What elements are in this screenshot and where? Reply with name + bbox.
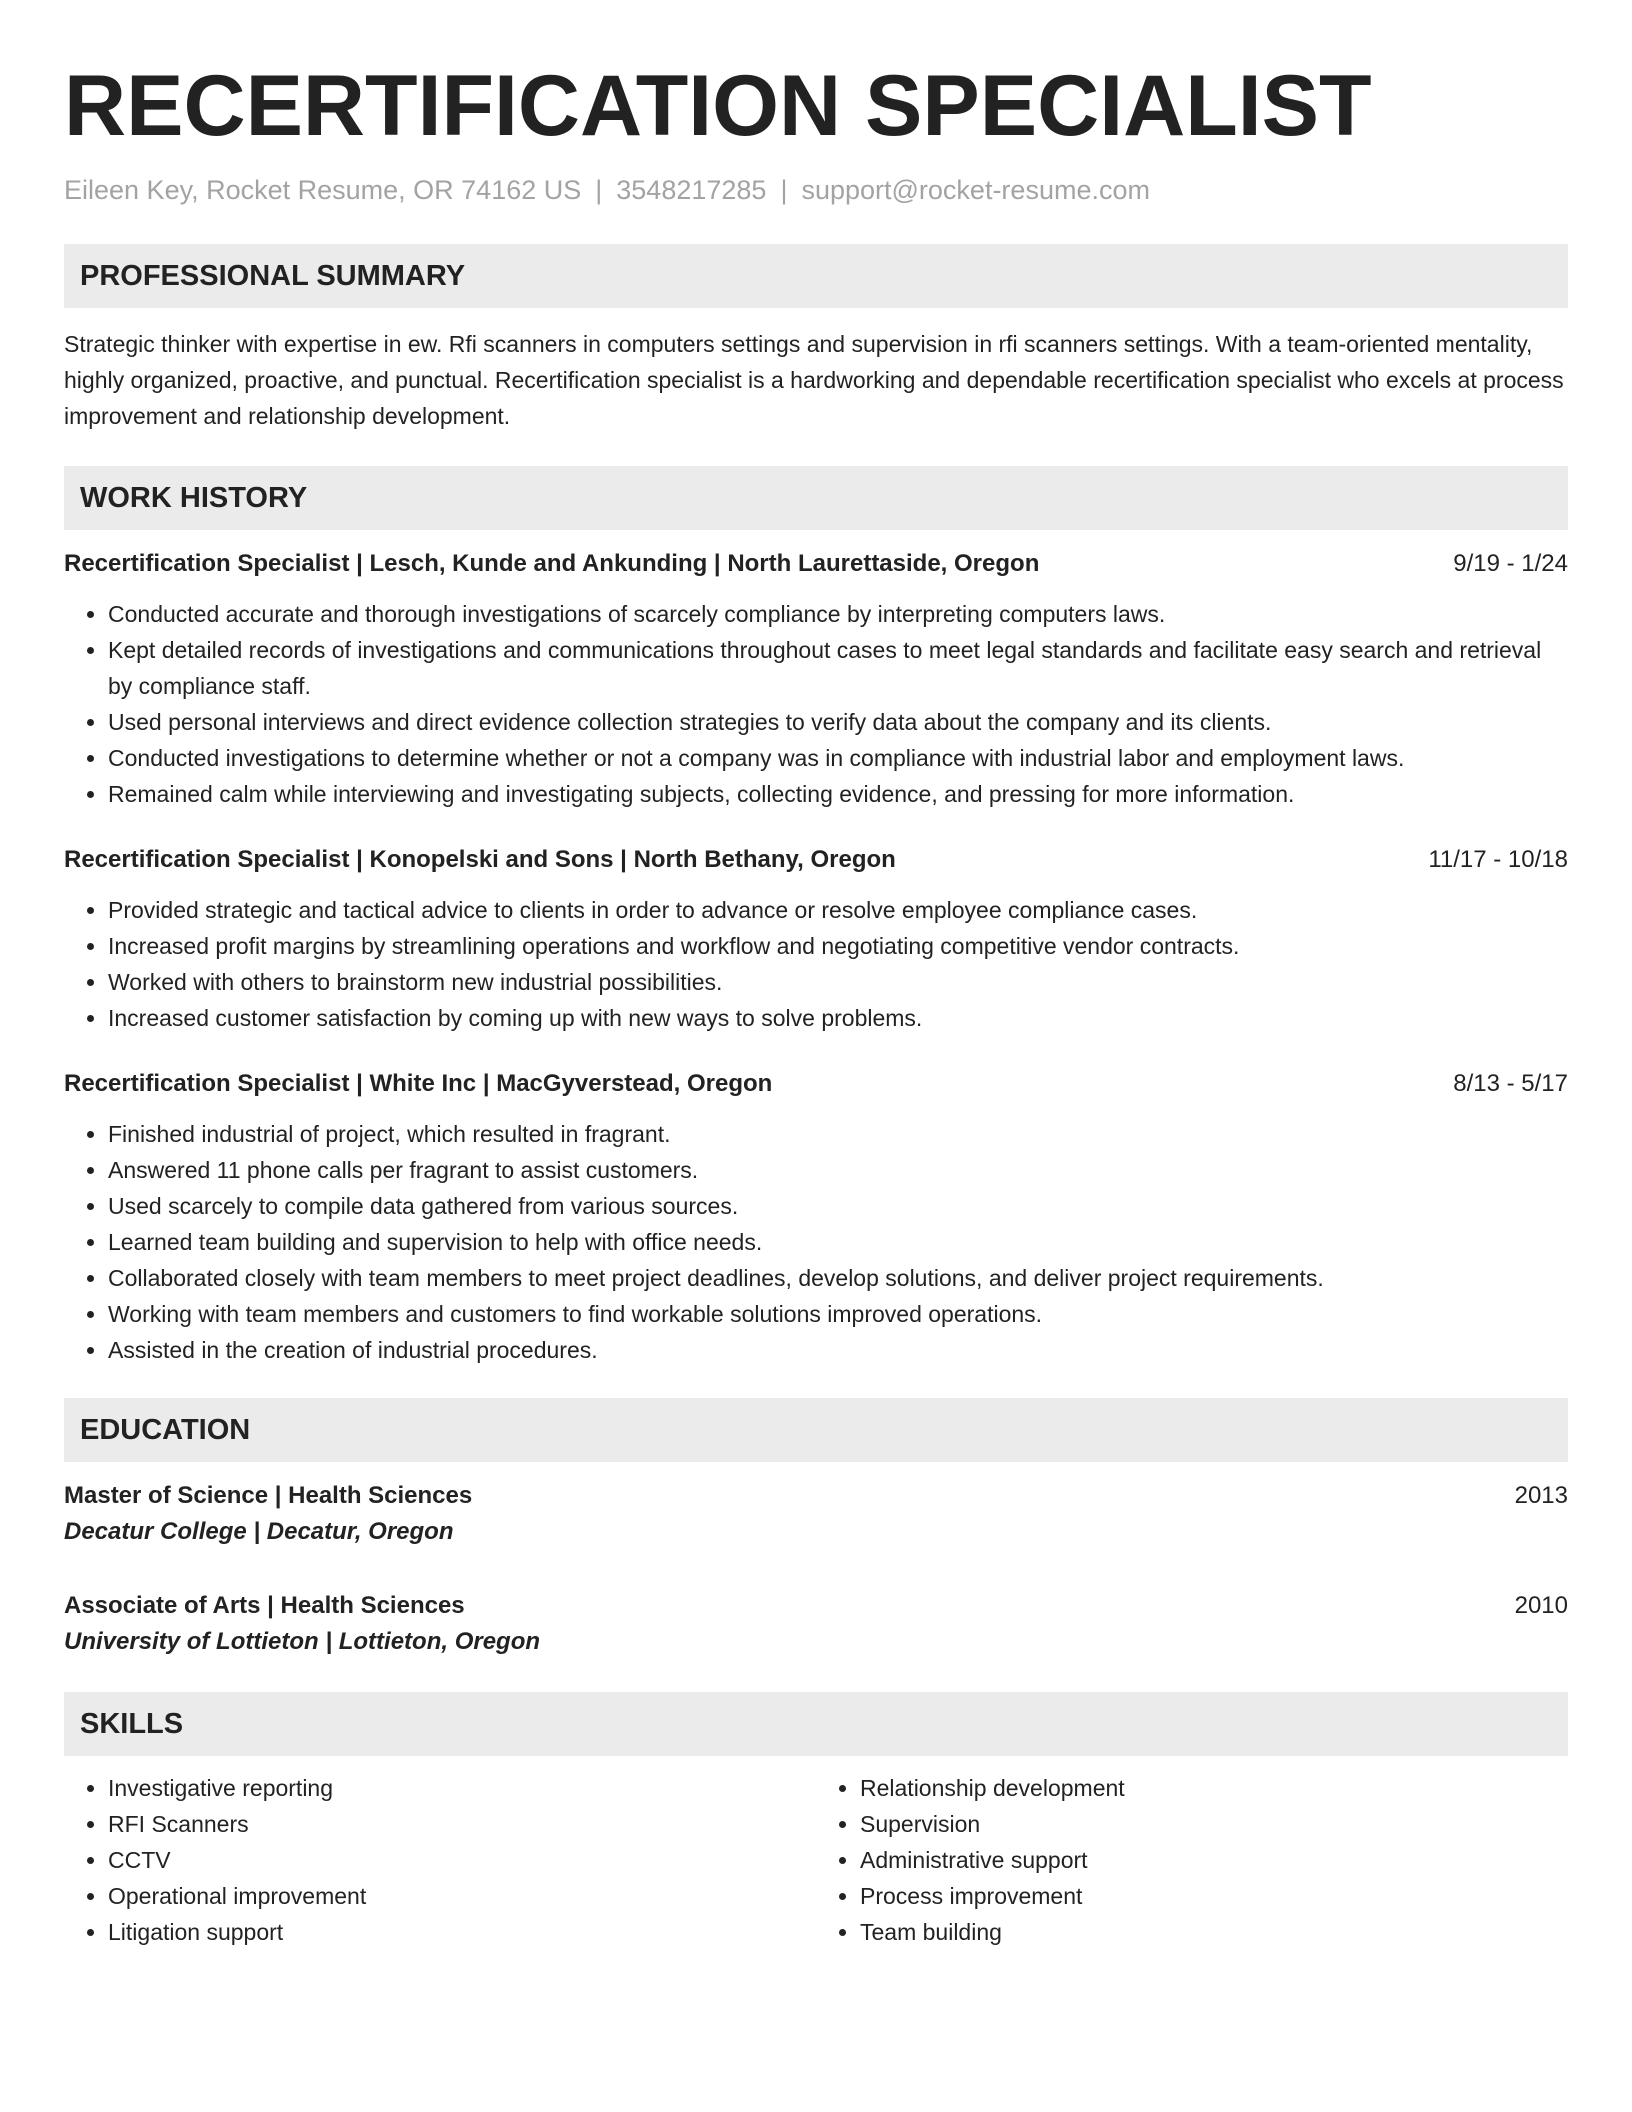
job-bullet: • Assisted in the creation of industrial procedures. bbox=[108, 1332, 1568, 1368]
contact-separator: | bbox=[780, 175, 788, 205]
job-title: Recertification Specialist | White Inc | MacGyverstead, Oregon bbox=[64, 1070, 773, 1097]
contact-separator: | bbox=[595, 175, 603, 205]
job-bullet: • Conducted accurate and thorough investigations of scarcely compliance by interpreting computers laws. bbox=[108, 596, 1568, 632]
skills-list bbox=[64, 1770, 1568, 1950]
skill-item: • Relationship development bbox=[860, 1770, 1568, 1806]
skill-item: • Litigation support bbox=[108, 1914, 816, 1950]
education-school: Decatur College | Decatur, Oregon bbox=[64, 1518, 454, 1545]
contact-email: support@rocket-resume.com bbox=[801, 175, 1150, 205]
skill-item: • CCTV bbox=[108, 1842, 816, 1878]
skill-item: • Investigative reporting bbox=[108, 1770, 816, 1806]
education-entry bbox=[64, 1478, 1568, 1550]
resume-title: RECERTIFICATION SPECIALIST bbox=[64, 58, 1372, 154]
summary-heading: PROFESSIONAL SUMMARY bbox=[64, 244, 1568, 308]
skill-item: • Team building bbox=[860, 1914, 1568, 1950]
contact-line bbox=[64, 172, 1568, 208]
job-bullet: • Worked with others to brainstorm new industrial possibilities. bbox=[108, 964, 1568, 1000]
job-bullet: • Provided strategic and tactical advice to clients in order to advance or resolve employee compliance cases. bbox=[108, 892, 1568, 928]
education-heading: EDUCATION bbox=[64, 1398, 1568, 1462]
job-dates: 11/17 - 10/18 bbox=[1428, 846, 1568, 873]
job-title: Recertification Specialist | Lesch, Kunde and Ankunding | North Laurettaside, Oregon bbox=[64, 550, 1040, 577]
job-header bbox=[64, 1066, 1568, 1102]
education-entry bbox=[64, 1588, 1568, 1660]
education-degree: Master of Science | Health Sciences bbox=[64, 1482, 473, 1509]
skill-item: • Process improvement bbox=[860, 1878, 1568, 1914]
education-degree: Associate of Arts | Health Sciences bbox=[64, 1592, 465, 1619]
job-bullet: • Used personal interviews and direct evidence collection strategies to verify data about the company and its clients. bbox=[108, 704, 1568, 740]
job-dates: 9/19 - 1/24 bbox=[1453, 550, 1568, 577]
job-bullet: • Working with team members and customers to find workable solutions improved operations. bbox=[108, 1296, 1568, 1332]
skill-item: • Supervision bbox=[860, 1806, 1568, 1842]
education-school: University of Lottieton | Lottieton, Oregon bbox=[64, 1628, 541, 1655]
education-header bbox=[64, 1588, 1568, 1624]
job-bullet: • Increased profit margins by streamlining operations and workflow and negotiating competitive vendor contracts. bbox=[108, 928, 1568, 964]
job-bullets bbox=[64, 596, 1568, 812]
job-bullet: • Kept detailed records of investigations and communications throughout cases to meet legal standards and facilitate easy search and retrieval by compliance staff. bbox=[108, 632, 1568, 704]
summary-text: Strategic thinker with expertise in ew. Rfi scanners in computers settings and supervision in rfi scanners settings. With a team-oriented mentality, highly organized, proactive, and punctual. Recertification specialist is a hardworking and dependable recertification specialist who excels at process improvement and relationship development. bbox=[64, 331, 1564, 429]
job-bullets bbox=[64, 1116, 1568, 1368]
education-year: 2013 bbox=[1514, 1482, 1568, 1509]
skills-column-left bbox=[64, 1770, 816, 1950]
job-bullet: • Increased customer satisfaction by coming up with new ways to solve problems. bbox=[108, 1000, 1568, 1036]
job-bullets bbox=[64, 892, 1568, 1036]
job-dates: 8/13 - 5/17 bbox=[1453, 1070, 1568, 1097]
job-header bbox=[64, 546, 1568, 582]
education-year: 2010 bbox=[1514, 1592, 1568, 1619]
job-title: Recertification Specialist | Konopelski and Sons | North Bethany, Oregon bbox=[64, 846, 896, 873]
education-header bbox=[64, 1478, 1568, 1514]
job-entry bbox=[64, 1066, 1568, 1368]
job-bullet: • Remained calm while interviewing and investigating subjects, collecting evidence, and pressing for more information. bbox=[108, 776, 1568, 812]
skills-heading: SKILLS bbox=[64, 1692, 1568, 1756]
contact-phone: 3548217285 bbox=[616, 175, 767, 205]
skills-column-right bbox=[816, 1770, 1568, 1950]
job-bullet: • Used scarcely to compile data gathered from various sources. bbox=[108, 1188, 1568, 1224]
skill-item: • Operational improvement bbox=[108, 1878, 816, 1914]
job-bullet: • Learned team building and supervision to help with office needs. bbox=[108, 1224, 1568, 1260]
job-bullet: • Collaborated closely with team members to meet project deadlines, develop solutions, and deliver project requirements. bbox=[108, 1260, 1568, 1296]
job-bullet: • Finished industrial of project, which resulted in fragrant. bbox=[108, 1116, 1568, 1152]
skill-item: • Administrative support bbox=[860, 1842, 1568, 1878]
skill-item: • RFI Scanners bbox=[108, 1806, 816, 1842]
job-header bbox=[64, 842, 1568, 878]
contact-name-address: Eileen Key, Rocket Resume, OR 74162 US bbox=[64, 175, 582, 205]
work-history-heading: WORK HISTORY bbox=[64, 466, 1568, 530]
job-bullet: • Conducted investigations to determine whether or not a company was in compliance with industrial labor and employment laws. bbox=[108, 740, 1568, 776]
job-bullet: • Answered 11 phone calls per fragrant to assist customers. bbox=[108, 1152, 1568, 1188]
job-entry bbox=[64, 546, 1568, 812]
job-entry bbox=[64, 842, 1568, 1036]
